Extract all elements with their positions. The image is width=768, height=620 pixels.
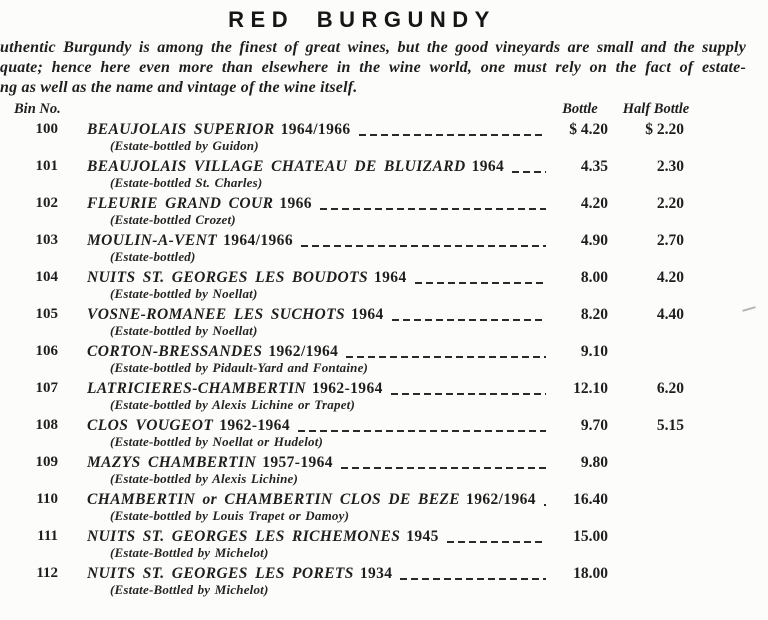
bin-number: 103: [35, 232, 58, 248]
intro-line-1: uthentic Burgundy is among the finest of great wines, but the good vineyards are small and the supply: [0, 39, 746, 56]
wine-row-main-line: [0, 268, 768, 287]
wine-row: [0, 416, 768, 449]
wine-row: [0, 194, 768, 227]
row-right-pad: [686, 157, 768, 176]
bottle-price: 12.10: [573, 380, 608, 397]
wine-row-main-line: [0, 342, 768, 361]
wine-row: [0, 453, 768, 486]
wine-name: NUITS ST. GEORGES LES PORETS: [87, 565, 354, 582]
wine-row-main-line: [0, 305, 768, 324]
wine-name: MOULIN-A-VENT: [87, 232, 218, 249]
row-right-pad: [686, 268, 768, 287]
wine-vintage: 1962/1964: [466, 491, 536, 508]
estate-bottler: (Estate-bottled by Noellat): [110, 286, 258, 301]
wine-name-cell: [87, 490, 552, 509]
bin-number: 111: [37, 528, 58, 544]
estate-bottler: (Estate-bottled by Pidault-Yard and Fontaine): [110, 360, 369, 375]
wine-vintage: 1964: [374, 269, 407, 286]
wine-vintage: 1964: [351, 306, 384, 323]
estate-bottler: (Estate-bottled by Alexis Lichine): [110, 471, 299, 486]
estate-bottler: (Estate-bottled Crozet): [110, 212, 236, 227]
wine-vintage: 1964/1966: [280, 121, 351, 138]
estate-bottler: (Estate-bottled by Louis Trapet or Damoy): [110, 508, 350, 523]
bin-no-header: Bin No.: [14, 101, 61, 117]
estate-bottler: (Estate-bottled by Noellat): [110, 323, 258, 338]
wine-vintage: 1964/1966: [223, 232, 293, 249]
bottle-price: 4.90: [580, 232, 608, 249]
row-right-pad: [686, 416, 768, 435]
wine-name: CLOS VOUGEOT: [87, 417, 214, 434]
wine-name-cell: [87, 231, 552, 250]
dotted-leader: [359, 134, 546, 136]
bin-number: 112: [36, 565, 58, 581]
bin-number: 101: [35, 158, 58, 174]
wine-vintage: 1945: [406, 528, 439, 545]
wine-row-main-line: [0, 490, 768, 509]
bin-number: 107: [35, 380, 58, 396]
dotted-leader: [447, 541, 546, 543]
row-right-pad: [686, 490, 768, 509]
wine-vintage: 1966: [279, 195, 312, 212]
bin-number: 104: [35, 269, 58, 285]
dotted-leader: [544, 504, 546, 506]
bin-number: 110: [36, 491, 58, 507]
bottle-price: 8.00: [580, 269, 608, 286]
wine-name: LATRICIERES-CHAMBERTIN: [87, 380, 306, 397]
estate-bottler: (Estate-bottled): [110, 249, 196, 264]
dotted-leader: [298, 430, 546, 432]
bottle-price: 18.00: [573, 565, 608, 582]
wine-row: [0, 120, 768, 153]
wine-row: [0, 527, 768, 560]
wine-name-cell: [87, 194, 552, 213]
intro-paragraph: [0, 38, 746, 98]
half-bottle-price: 2.30: [656, 158, 684, 175]
bottle-price: 8.20: [580, 306, 608, 323]
intro-line-3: ng as well as the name and vintage of the wine itself.: [0, 79, 358, 96]
dotted-leader: [346, 356, 546, 358]
table-header-row: [0, 101, 768, 116]
wine-row: [0, 268, 768, 301]
wine-name: VOSNE-ROMANEE LES SUCHOTS: [87, 306, 346, 323]
bin-number: 106: [35, 343, 58, 359]
wine-row: [0, 305, 768, 338]
bottle-price: 4.35: [580, 158, 608, 175]
wine-vintage: 1964: [471, 158, 505, 175]
row-right-pad: [686, 120, 768, 139]
bin-number: 109: [35, 454, 58, 470]
bottle-header: Bottle: [562, 101, 598, 117]
wine-name: NUITS ST. GEORGES LES BOUDOTS: [87, 269, 368, 286]
bottle-price: 15.00: [573, 528, 608, 545]
half-bottle-price: [608, 453, 686, 472]
wine-row: [0, 342, 768, 375]
bottle-price: 16.40: [573, 491, 608, 508]
wine-row: [0, 379, 768, 412]
wine-name: BEAUJOLAIS SUPERIOR: [87, 121, 275, 138]
half-bottle-price: [608, 564, 686, 583]
dotted-leader: [301, 245, 546, 247]
estate-bottler: (Estate-Bottled by Michelot): [110, 545, 269, 560]
row-right-pad: [686, 453, 768, 472]
bin-number: 102: [35, 195, 58, 211]
wine-name-cell: [87, 527, 552, 546]
wine-table: [0, 120, 768, 597]
row-right-pad: [686, 527, 768, 546]
wine-name-cell: [87, 305, 552, 324]
bin-number: 100: [35, 121, 58, 137]
wine-row: [0, 157, 768, 190]
wine-name-cell: [87, 157, 552, 176]
estate-bottler: (Estate-bottled St. Charles): [110, 175, 263, 190]
dotted-leader: [341, 467, 546, 469]
half-bottle-price: 2.20: [656, 195, 684, 212]
dotted-leader: [512, 171, 546, 173]
bin-number: 105: [35, 306, 58, 322]
wine-row-main-line: [0, 453, 768, 472]
bottle-price: 9.80: [580, 454, 608, 471]
dotted-leader: [391, 393, 546, 395]
wine-name: CORTON-BRESSANDES: [87, 343, 263, 360]
wine-row: [0, 231, 768, 264]
dotted-leader: [415, 282, 546, 284]
wine-name-cell: [87, 416, 552, 435]
wine-row-main-line: [0, 527, 768, 546]
wine-vintage: 1962/1964: [268, 343, 339, 360]
half-bottle-price: 6.20: [656, 380, 684, 397]
bottle-price: $ 4.20: [569, 121, 608, 138]
dotted-leader: [400, 578, 546, 580]
page-title: RED BURGUNDY: [228, 7, 496, 32]
bin-number: 108: [35, 417, 58, 433]
wine-vintage: 1934: [359, 565, 393, 582]
wine-row: [0, 564, 768, 597]
wine-name-cell: [87, 564, 552, 583]
bottle-price: 9.10: [580, 343, 608, 360]
wine-vintage: 1962-1964: [311, 380, 383, 397]
intro-line-2: quate; hence here even more than elsewhere in the wine world, one must rely on the fact of estate-: [0, 59, 746, 76]
dotted-leader: [320, 208, 546, 210]
wine-name-cell: [87, 342, 552, 361]
row-right-pad: [686, 564, 768, 583]
wine-row-main-line: [0, 120, 768, 139]
estate-bottler: (Estate-bottled by Guidon): [110, 138, 259, 153]
wine-row-main-line: [0, 231, 768, 250]
half-bottle-header: Half Bottle: [622, 101, 690, 117]
estate-bottler: (Estate-bottled by Noellat or Hudelot): [110, 434, 324, 449]
estate-bottler: (Estate-Bottled by Michelot): [110, 582, 269, 597]
bottle-price: 9.70: [580, 417, 608, 434]
half-bottle-price: 4.40: [656, 306, 684, 323]
wine-name: MAZYS CHAMBERTIN: [87, 454, 257, 471]
row-right-pad: [686, 379, 768, 398]
wine-name: CHAMBERTIN or CHAMBERTIN CLOS DE BEZE: [87, 491, 461, 508]
half-bottle-price: 5.15: [656, 417, 684, 434]
row-right-pad: [686, 231, 768, 250]
half-bottle-price: [608, 490, 686, 509]
wine-name-cell: [87, 120, 552, 139]
dotted-leader: [392, 319, 546, 321]
wine-vintage: 1957-1964: [262, 454, 333, 471]
wine-name: BEAUJOLAIS VILLAGE CHATEAU DE BLUIZARD: [87, 158, 466, 175]
half-bottle-price: [608, 527, 686, 546]
row-right-pad: [686, 194, 768, 213]
wine-name-cell: [87, 268, 552, 287]
wine-row-main-line: [0, 379, 768, 398]
half-bottle-price: 2.70: [656, 232, 684, 249]
bottle-price: 4.20: [580, 195, 608, 212]
wine-row-main-line: [0, 157, 768, 176]
half-bottle-price: [608, 342, 686, 361]
wine-name: NUITS ST. GEORGES LES RICHEMONES: [87, 528, 401, 545]
wine-name-cell: [87, 379, 552, 398]
wine-row-main-line: [0, 564, 768, 583]
wine-row-main-line: [0, 416, 768, 435]
half-bottle-price: $ 2.20: [645, 121, 684, 138]
wine-name: FLEURIE GRAND COUR: [87, 195, 274, 212]
half-bottle-price: 4.20: [656, 269, 684, 286]
row-right-pad: [686, 342, 768, 361]
wine-row-main-line: [0, 194, 768, 213]
wine-vintage: 1962-1964: [219, 417, 290, 434]
estate-bottler: (Estate-bottled by Alexis Lichine or Trapet): [110, 397, 356, 412]
wine-row: [0, 490, 768, 523]
wine-name-cell: [87, 453, 552, 472]
